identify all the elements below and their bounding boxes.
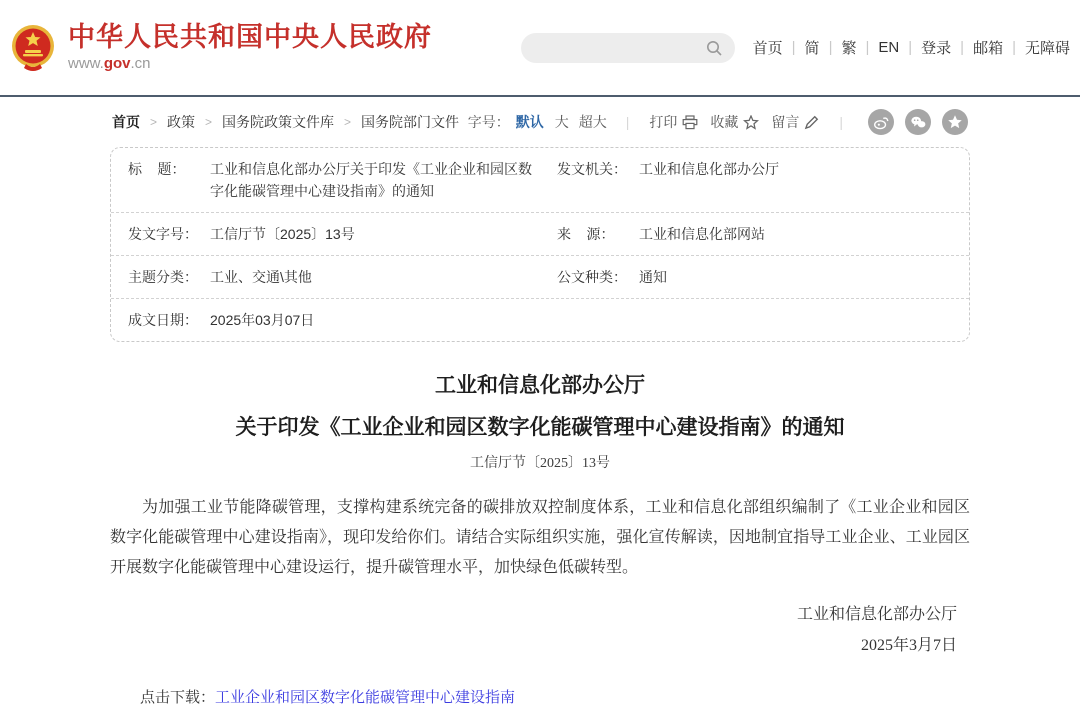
- document-body-paragraph: 为加强工业节能降碳管理，支撑构建系统完备的碳排放双控制度体系，工业和信息化部组织编制了《工业企业和园区数字化能碳管理中心建设指南》，现印发给你们。请结合实际组织实施，强化宣传解读，因地制宜指导工业企业、工业园区开展数字化能碳管理中心建设运行，提升碳管理水平，加快绿色低碳转型。: [110, 499, 970, 576]
- nav-separator: |: [960, 39, 965, 56]
- print-button[interactable]: [649, 112, 698, 132]
- font-size-label: 字号：: [467, 114, 510, 130]
- nav-login[interactable]: 登录: [921, 40, 952, 57]
- document-number: 工信厅节〔2025〕13号: [470, 456, 610, 471]
- meta-value-source: 工业和信息化部网站: [639, 226, 765, 242]
- font-size-xlarge-button[interactable]: 超大: [578, 114, 607, 130]
- meta-value-doc-type: 通知: [639, 269, 667, 285]
- nav-separator: |: [908, 39, 913, 56]
- meta-row-date: [111, 299, 969, 341]
- download-link[interactable]: 工业企业和园区数字化能碳管理中心建设指南: [215, 690, 516, 706]
- site-url: [68, 55, 432, 72]
- font-size-default-button[interactable]: 默认: [515, 114, 544, 130]
- font-size-large-button[interactable]: 大: [554, 114, 569, 130]
- wechat-icon: [909, 113, 927, 131]
- signature-date: 2025年3月7日: [860, 637, 957, 654]
- weibo-icon: [872, 113, 890, 131]
- breadcrumb-policy-library[interactable]: 国务院政策文件库: [222, 114, 335, 130]
- breadcrumb-separator: >: [205, 115, 213, 129]
- meta-cell-doc-type: [540, 256, 969, 298]
- meta-label-source: 来 源：: [557, 226, 615, 242]
- document-title-line2: 关于印发《工业企业和园区数字化能碳管理中心建设指南》的通知: [235, 415, 845, 439]
- meta-value-issuing-authority: 工业和信息化部办公厅: [639, 161, 779, 177]
- download-label: 点击下载：: [140, 690, 216, 706]
- top-nav: [753, 37, 1070, 58]
- breadcrumb-separator: >: [150, 115, 158, 129]
- page-toolbar: [468, 109, 968, 135]
- breadcrumb-policy[interactable]: 政策: [167, 114, 196, 130]
- document-title-line1: 工业和信息化部办公厅: [435, 373, 645, 397]
- comment-button[interactable]: [771, 112, 819, 132]
- meta-row-title: [111, 148, 969, 213]
- nav-mail[interactable]: 邮箱: [973, 40, 1004, 57]
- meta-cell-date: [111, 299, 540, 341]
- meta-label-title: 标 题：: [128, 161, 186, 177]
- meta-cell-category: [111, 256, 540, 298]
- breadcrumb: [112, 112, 459, 132]
- star-icon: [743, 115, 759, 130]
- site-url-prefix: www.: [68, 55, 104, 73]
- breadcrumb-separator: >: [344, 115, 352, 129]
- share-weibo-button[interactable]: [868, 109, 894, 135]
- favorite-button[interactable]: [710, 112, 759, 132]
- breadcrumb-department-documents[interactable]: 国务院部门文件: [361, 114, 460, 130]
- nav-separator: |: [865, 39, 870, 56]
- favorite-label: 收藏: [710, 114, 739, 130]
- meta-cell-issuing-authority: [540, 148, 969, 212]
- nav-home[interactable]: 首页: [752, 40, 783, 57]
- breadcrumb-toolbar-row: [110, 97, 970, 147]
- meta-cell-doc-number: [111, 213, 540, 255]
- nav-separator: |: [791, 39, 796, 56]
- meta-cell-title: [111, 148, 540, 212]
- qzone-star-icon: [946, 113, 964, 131]
- meta-label-issuing-authority: 发文机关：: [557, 161, 627, 177]
- print-label: 打印: [649, 114, 678, 130]
- signature-authority: 工业和信息化部办公厅: [796, 606, 957, 623]
- meta-row-doc-number: [111, 213, 969, 256]
- document-meta-table: [110, 147, 970, 342]
- site-url-suffix: .cn: [130, 55, 151, 73]
- nav-traditional[interactable]: 繁: [841, 40, 857, 57]
- site-brand: [68, 23, 432, 73]
- site-title: 中华人民共和国中央人民政府: [68, 21, 432, 52]
- meta-value-category: 工业、交通\其他: [210, 269, 312, 285]
- meta-row-category: [111, 256, 969, 299]
- nav-separator: |: [828, 39, 833, 56]
- pencil-icon: [804, 115, 819, 130]
- nav-simplified[interactable]: 简: [804, 40, 820, 57]
- signature-block: [110, 599, 970, 661]
- search-icon[interactable]: [705, 39, 723, 57]
- meta-label-date: 成文日期：: [128, 312, 198, 328]
- meta-label-doc-type: 公文种类：: [557, 269, 627, 285]
- search-input[interactable]: [533, 40, 705, 55]
- meta-cell-source: [540, 213, 969, 255]
- printer-icon: [682, 115, 698, 130]
- site-header: [0, 0, 1080, 97]
- meta-label-category: 主题分类：: [128, 269, 198, 285]
- download-row: [110, 686, 970, 707]
- meta-cell-empty: [540, 299, 969, 341]
- meta-value-date: 2025年03月07日: [210, 312, 315, 328]
- share-qzone-button[interactable]: [942, 109, 968, 135]
- meta-label-doc-number: 发文字号：: [128, 226, 198, 242]
- nav-english[interactable]: EN: [878, 39, 900, 56]
- breadcrumb-home[interactable]: 首页: [112, 114, 140, 130]
- toolbar-divider: |: [625, 114, 630, 130]
- meta-value-doc-number: 工信厅节〔2025〕13号: [210, 226, 355, 242]
- nav-accessibility[interactable]: 无障碍: [1024, 40, 1070, 57]
- nav-separator: |: [1012, 39, 1016, 56]
- search-box[interactable]: [521, 33, 735, 63]
- comment-label: 留言: [771, 114, 800, 130]
- site-url-gov: gov: [103, 55, 131, 73]
- meta-value-title: 工业和信息化部办公厅关于印发《工业企业和园区数字化能碳管理中心建设指南》的通知: [210, 161, 532, 199]
- national-emblem-icon: [8, 23, 58, 73]
- toolbar-divider: |: [839, 114, 843, 130]
- share-wechat-button[interactable]: [905, 109, 931, 135]
